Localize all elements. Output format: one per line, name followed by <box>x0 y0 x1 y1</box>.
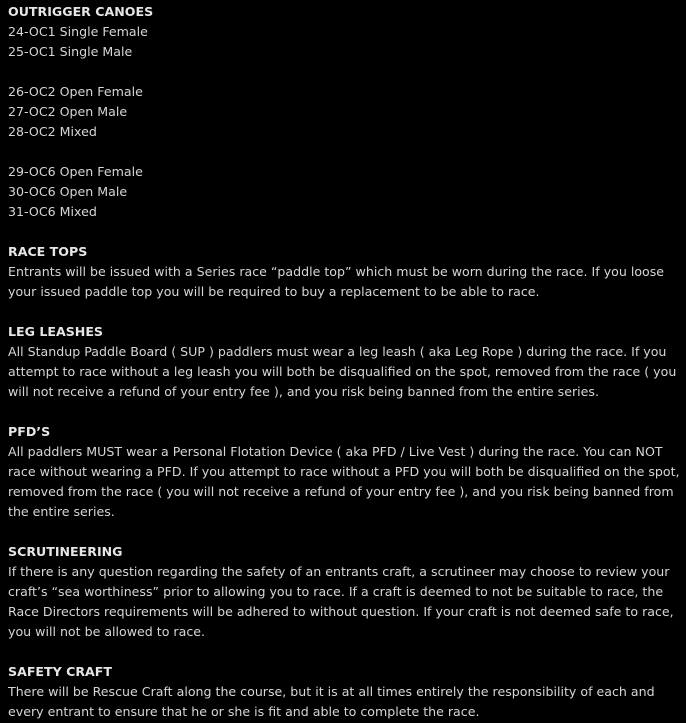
section-heading-pfds: PFD’S <box>8 424 51 439</box>
spacer <box>8 522 678 542</box>
category-item: 29-OC6 Open Female <box>8 164 143 179</box>
paragraph-line: every entrant to ensure that he or she is fit and able to complete the race. <box>8 704 480 719</box>
spacer <box>8 62 678 82</box>
paragraph-line: race without wearing a PFD. If you attempt to race without a PFD you will both be disqualified on the spot, <box>8 464 680 479</box>
spacer <box>8 302 678 322</box>
paragraph-line: If there is any question regarding the safety of an entrants craft, a scrutineer may choose to review your <box>8 564 670 579</box>
paragraph-line: attempt to race without a leg leash you will both be disqualified on the spot, removed from the race ( you <box>8 364 677 379</box>
category-item: 26-OC2 Open Female <box>8 84 143 99</box>
section-heading-scrutineering: SCRUTINEERING <box>8 544 123 559</box>
category-item: 25-OC1 Single Male <box>8 44 133 59</box>
paragraph-line: your issued paddle top you will be required to buy a replacement to be able to race. <box>8 284 540 299</box>
section-heading-outrigger-canoes: OUTRIGGER CANOES <box>8 4 154 19</box>
category-item: 28-OC2 Mixed <box>8 124 97 139</box>
category-item: 31-OC6 Mixed <box>8 204 97 219</box>
paragraph-line: All paddlers MUST wear a Personal Flotation Device ( aka PFD / Live Vest ) during the race. You can NOT <box>8 444 663 459</box>
paragraph-line: Entrants will be issued with a Series race “paddle top” which must be worn during the race. If you loose <box>8 264 665 279</box>
category-item: 27-OC2 Open Male <box>8 104 128 119</box>
spacer <box>8 142 678 162</box>
spacer <box>8 402 678 422</box>
paragraph-line: removed from the race ( you will not receive a refund of your entry fee ), and you risk being banned from <box>8 484 674 499</box>
spacer <box>8 222 678 242</box>
paragraph-line: Race Directors requirements will be adhered to without question. If your craft is not deemed safe to race, <box>8 604 674 619</box>
category-item: 30-OC6 Open Male <box>8 184 128 199</box>
paragraph-line: you will not be allowed to race. <box>8 624 205 639</box>
paragraph-line: All Standup Paddle Board ( SUP ) paddlers must wear a leg leash ( aka Leg Rope ) during the race. If you <box>8 344 667 359</box>
paragraph-line: the entire series. <box>8 504 115 519</box>
paragraph-line: will not receive a refund of your entry fee ), and you risk being banned from the entire series. <box>8 384 599 399</box>
section-heading-race-tops: RACE TOPS <box>8 244 88 259</box>
section-heading-safety-craft: SAFETY CRAFT <box>8 664 112 679</box>
category-item: 24-OC1 Single Female <box>8 24 148 39</box>
spacer <box>8 642 678 662</box>
paragraph-line: There will be Rescue Craft along the course, but it is at all times entirely the responsibility of each and <box>8 684 655 699</box>
paragraph-line: craft’s “sea worthiness” prior to allowing you to race. If a craft is deemed to not be suitable to race, the <box>8 584 664 599</box>
section-heading-leg-leashes: LEG LEASHES <box>8 324 104 339</box>
